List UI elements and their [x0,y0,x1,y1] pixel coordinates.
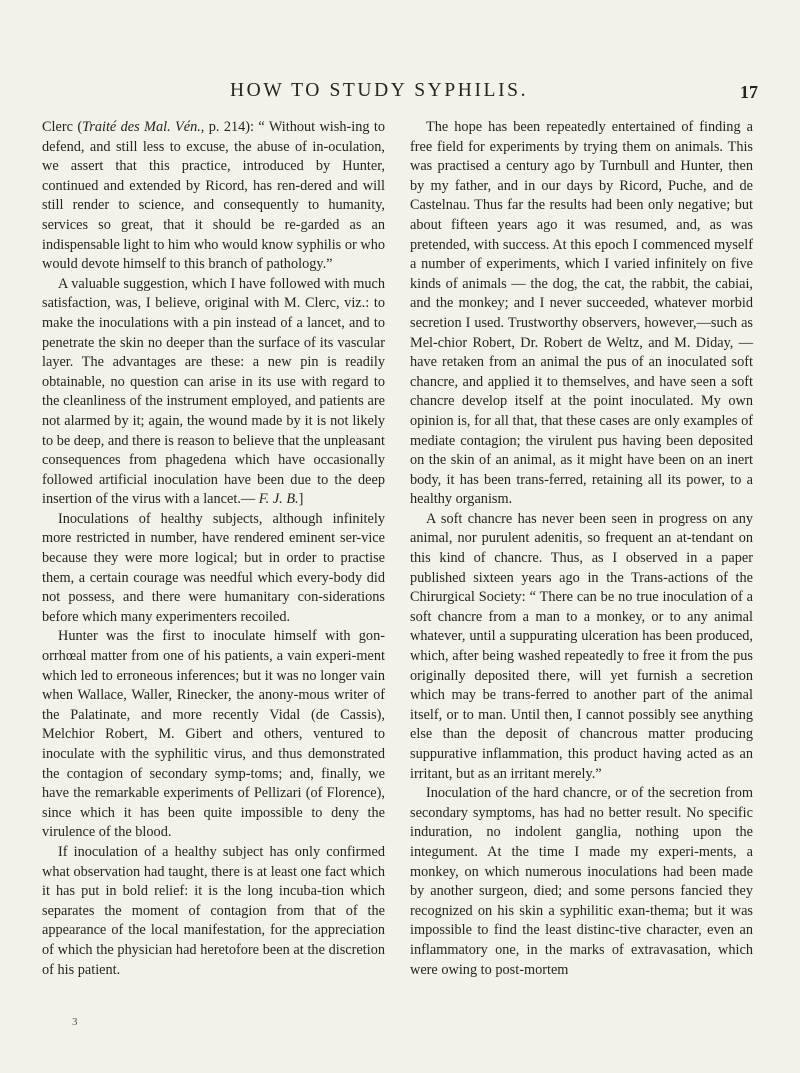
page-number: 17 [740,82,758,102]
left-column [42,118,385,980]
paragraph-healthy-subjects: Inoculations of healthy subjects, although infinitely more restricted in number, have rendered eminent ser-vice because they were more logical; but in order to practise them, a certain courage was needful which every-body did not possess, and there were humanitary con-siderations before which many experimenters recoiled. [42,510,385,625]
paragraph-clerc-quote: Clerc (Traité des Mal. Vén., p. 214): “ Without wish-ing to defend, and still less to excuse, the abuse of in-oculation, we assert that this practice, introduced by Hunter, continued and extended by Ricord, has ren-dered and will still render to science, and consequently to humanity, services so great, that it should be re-garded as an indispensable light to him who would know syphilis or who would devote himself to this branch of pathology.” [42,119,385,273]
running-head: HOW TO STUDY SYPHILIS. [230,80,529,101]
paragraph-hunter: Hunter was the first to inoculate himself with gon-orrhœal matter from one of his patients, a vain experi-ment which led to erroneous inferences; but it was no longer vain when Wallace, Waller, Rinecker, the anony-mous writer of the Palatinate, and more recently Vidal (de Cassis), Melchior Robert, M. Gibert and others, ventured to inoculate with the syphilitic virus, and thus demonstrated the contagion of secondary symp-toms; and, finally, we have the remarkable experiments of Pellizari (of Florence), since which it has been quite impossible to deny the virulence of the blood. [42,628,385,841]
right-column [410,118,753,980]
paragraph-pin-suggestion: A valuable suggestion, which I have followed with much satisfaction, was, I believe, original with M. Clerc, viz.: to make the inoculations with a pin instead of a lancet, and to penetrate the skin no deeper than the surface of its vascular layer. The advantages are these: a new pin is readily obtainable, no question can arise in its use with regard to the cleanliness of the instrument employed, and patients are not alarmed by it; again, the wound made by it is not likely to be deep, and there is reason to believe that the unpleasant consequences from phagedena which have occasionally followed artificial inoculation have been due to the deep insertion of the virus with a lancet.— F. J. B.] [42,275,385,508]
signature-mark: 3 [72,1016,78,1028]
paragraph-animal-experiments: The hope has been repeatedly entertained of finding a free field for experiments by trying them on animals. This was practised a century ago by Turnbull and Hunter, then by my father, and in our days by Ricord, Puche, and de Castelnau. Thus far the results had been only negative; but about fifteen years ago it was resumed, and, as was pretended, with success. At this epoch I commenced myself a number of experiments, which I varied infinitely on five kinds of animals — the dog, the cat, the rabbit, the cabiai, and the monkey; and I never succeeded, whatever morbid secretion I used. Trustworthy observers, however,—such as Mel-chior Robert, Dr. Robert de Weltz, and M. Diday, — have retaken from an animal the pus of an inoculated soft chancre, and applied it to themselves, and have seen a soft chancre develop itself at the point inoculated. My own opinion is, for all that, that these cases are only examples of mediate contagion; the virulent pus having been deposited on the skin of an animal, as it might have been on an inert body, it has been trans-ferred, retaining all its power, to a healthy organism. [410,119,753,508]
citation-title: Traité des Mal. Vén., [82,119,205,135]
paragraph-soft-chancre: A soft chancre has never been seen in progress on any animal, nor purulent adenitis, so frequent an at-tendant on this kind of chancre. Thus, as I observed in a paper published sixteen years ago in the Trans-actions of the Chirurgical Society: “ There can be no true inoculation of a soft chancre from a man to a monkey, or to any animal whatever, until a suppurating ulceration has been produced, which, after being washed repeatedly to free it from the pus originally deposited there, will yet furnish a secretion which may be trans-ferred to another part of the animal itself, or to man. Until then, I cannot possibly see anything else than the deposit of chancrous matter producing suppurative inflammation, this product having acted as an irritant, but as an irritant merely.” [410,510,753,782]
editor-initials: F. J. B. [258,491,299,508]
paragraph-hard-chancre: Inoculation of the hard chancre, or of the secretion from secondary symptoms, has had no better result. No specific induration, no indolent ganglia, nothing upon the integument. At the time I made my experi-ments, a monkey, on which numerous inoculations had been made by another surgeon, died; and some persons fancied they recognized on his skin a syphilitic exan-thema; but it was impossible to find the least distinc-tive character, even an inflammatory one, in the marks of extravasation, which were owing to post-mortem [410,785,753,978]
paragraph-incubation: If inoculation of a healthy subject has only confirmed what observation had taught, there is at least one fact which it has put in bold relief: it is the long incuba-tion which separates the moment of contagion from that of the appearance of the local manifestation, for the appreciation of which the physician had heretofore been at the discretion of his patient. [42,843,385,978]
